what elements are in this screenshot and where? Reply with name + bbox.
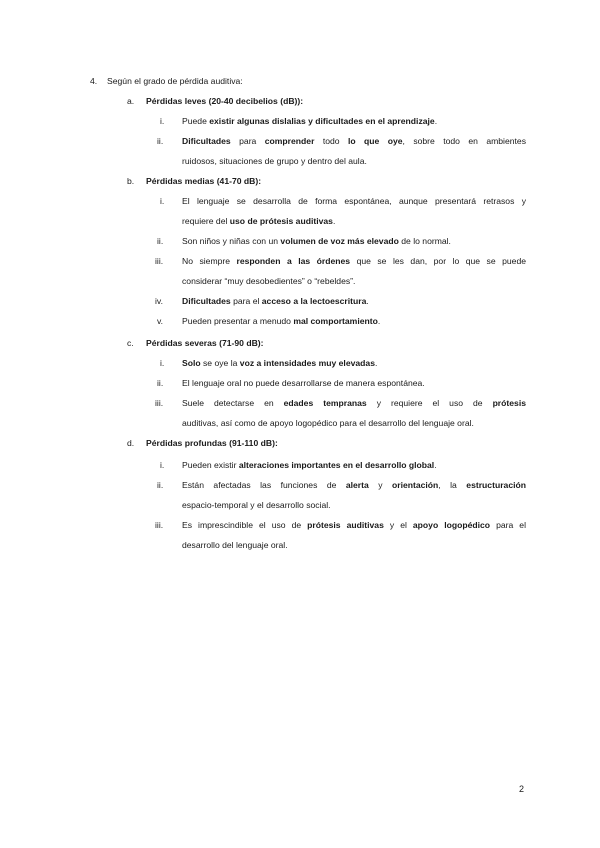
bold-text: estructuración bbox=[466, 480, 526, 490]
list-item: Pueden existir alteraciones importantes en el desarrollo global. bbox=[182, 460, 437, 470]
list-item: Son niños y niñas con un volumen de voz más elevado de lo normal. bbox=[182, 236, 451, 246]
roman-number: i. bbox=[160, 358, 165, 368]
list-letter: d. bbox=[127, 438, 135, 448]
subsection-title: Pérdidas leves (20-40 decibelios (dB)): bbox=[146, 96, 304, 106]
bold-text: apoyo logopédico bbox=[412, 520, 491, 530]
bold-text: Dificultades bbox=[182, 136, 231, 146]
list-letter: b. bbox=[127, 176, 135, 186]
page-number: 2 bbox=[519, 784, 525, 794]
roman-number: i. bbox=[160, 116, 165, 126]
subsection-title: Pérdidas profundas (91-110 dB): bbox=[146, 438, 278, 448]
bold-text: comprender bbox=[264, 136, 315, 146]
list-letter: c. bbox=[127, 338, 134, 348]
bold-text: lo que oye bbox=[347, 136, 403, 146]
list-item: Es imprescindible el uso de prótesis auditivas y el apoyo logopédico para el bbox=[182, 520, 526, 530]
bold-text: volumen de voz más elevado bbox=[280, 236, 399, 246]
bold-text: prótesis bbox=[492, 398, 526, 408]
bold-text: alteraciones importantes en el desarrollo global bbox=[238, 460, 435, 470]
roman-number: iii. bbox=[155, 398, 164, 408]
list-item-continuation: auditivas, así como de apoyo logopédico para el desarrollo del lenguaje oral. bbox=[182, 418, 474, 428]
bold-text: prótesis auditivas bbox=[307, 520, 384, 530]
list-item-continuation: considerar “muy desobedientes” o “rebeldes”. bbox=[182, 276, 356, 286]
roman-number: ii. bbox=[157, 480, 164, 490]
list-item: Dificultades para comprender todo lo que oye, sobre todo en ambientes bbox=[182, 136, 526, 146]
bold-text: edades tempranas bbox=[283, 398, 367, 408]
bold-text: Dificultades bbox=[182, 296, 231, 306]
section-intro: Según el grado de pérdida auditiva: bbox=[107, 76, 243, 86]
list-item-continuation: desarrollo del lenguaje oral. bbox=[182, 540, 288, 550]
roman-number: ii. bbox=[157, 236, 164, 246]
list-item: Suele detectarse en edades tempranas y requiere el uso de prótesis bbox=[182, 398, 526, 408]
roman-number: i. bbox=[160, 196, 165, 206]
list-item: Dificultades para el acceso a la lectoescritura. bbox=[182, 296, 369, 306]
roman-number: iii. bbox=[155, 520, 164, 530]
bold-text: existir algunas dislalias y dificultades en el aprendizaje bbox=[209, 116, 435, 126]
bold-text: acceso a la lectoescritura bbox=[261, 296, 367, 306]
list-item: El lenguaje se desarrolla de forma espontánea, aunque presentará retrasos y bbox=[182, 196, 526, 206]
bold-text: responden a las órdenes bbox=[236, 256, 351, 266]
list-item: No siempre responden a las órdenes que se les dan, por lo que se puede bbox=[182, 256, 526, 266]
bold-text: alerta bbox=[345, 480, 369, 490]
list-item: Puede existir algunas dislalias y dificultades en el aprendizaje. bbox=[182, 116, 438, 126]
list-number: 4. bbox=[90, 76, 98, 86]
roman-number: i. bbox=[160, 460, 165, 470]
roman-number: ii. bbox=[157, 378, 164, 388]
roman-number: v. bbox=[157, 316, 164, 326]
list-item: Están afectadas las funciones de alerta y orientación, la estructuración bbox=[182, 480, 526, 490]
list-item: Solo se oye la voz a intensidades muy elevadas. bbox=[182, 358, 378, 368]
list-item-continuation: ruidosos, situaciones de grupo y dentro del aula. bbox=[182, 156, 367, 166]
roman-number: iv. bbox=[155, 296, 163, 306]
list-letter: a. bbox=[127, 96, 135, 106]
subsection-title: Pérdidas severas (71-90 dB): bbox=[146, 338, 264, 348]
list-item: El lenguaje oral no puede desarrollarse de manera espontánea. bbox=[182, 378, 425, 388]
roman-number: iii. bbox=[155, 256, 164, 266]
bold-text: Solo bbox=[182, 358, 201, 368]
list-item-continuation: requiere del uso de prótesis auditivas. bbox=[182, 216, 336, 226]
roman-number: ii. bbox=[157, 136, 164, 146]
bold-text: voz a intensidades muy elevadas bbox=[239, 358, 375, 368]
list-item-continuation: espacio-temporal y el desarrollo social. bbox=[182, 500, 331, 510]
list-item: Pueden presentar a menudo mal comportamiento. bbox=[182, 316, 381, 326]
bold-text: uso de prótesis auditivas bbox=[229, 216, 333, 226]
subsection-title: Pérdidas medias (41-70 dB): bbox=[146, 176, 262, 186]
bold-text: orientación bbox=[391, 480, 439, 490]
bold-text: mal comportamiento bbox=[293, 316, 378, 326]
